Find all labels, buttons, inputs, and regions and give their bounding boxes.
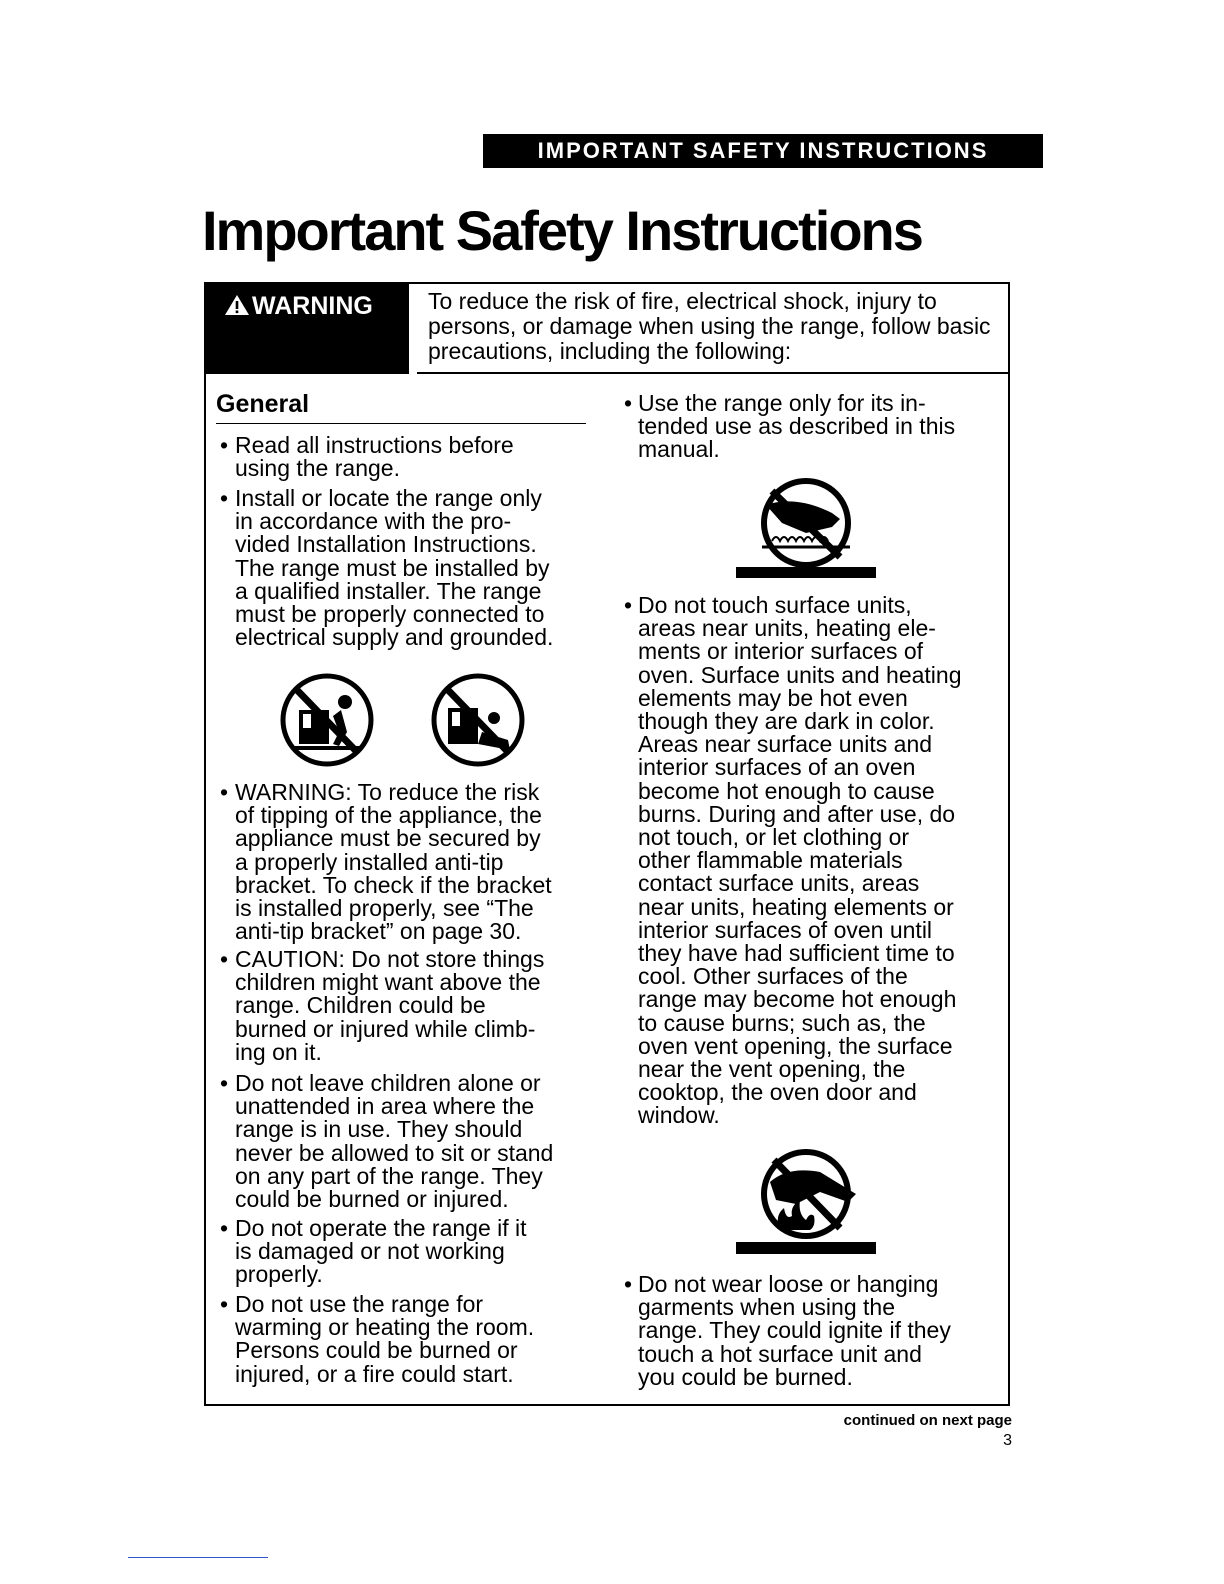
list-item bbox=[624, 594, 1004, 1128]
list-item-text: Read all instructions before using the range. bbox=[235, 432, 514, 482]
list-item bbox=[220, 434, 590, 480]
bullet-icon: • bbox=[220, 946, 229, 972]
bullet-icon: • bbox=[624, 592, 633, 618]
list-item-text: CAUTION: Do not store things children might want above the range. Children could be burned or injured while climb- ing on it. bbox=[235, 946, 545, 1065]
list-item-text: Do not wear loose or hanging garments when using the range. They could ignite if they touch a hot surface unit and you could be burned. bbox=[638, 1271, 951, 1390]
bullet-icon: • bbox=[220, 1291, 229, 1317]
list-item bbox=[220, 781, 590, 943]
list-item-text: Install or locate the range only in accordance with the pro- vided Installation Instructions. The range must be installed by a qualified installer. The range must be properly connected to electrical supply and grounded. bbox=[235, 485, 554, 651]
list-item bbox=[624, 1273, 1004, 1389]
no-climbing-icon bbox=[428, 670, 528, 770]
section-heading-general: General bbox=[216, 390, 310, 418]
bullet-icon: • bbox=[220, 1215, 229, 1241]
list-item-text: Do not leave children alone or unattended in area where the range is in use. They should never be allowed to sit or stand on any part of the range. They could be burned or injured. bbox=[235, 1070, 554, 1213]
bullet-icon: • bbox=[220, 1070, 229, 1096]
list-item bbox=[220, 1293, 590, 1386]
warning-label-text: WARNING bbox=[252, 292, 373, 320]
warning-triangle-icon bbox=[224, 294, 250, 316]
list-item bbox=[220, 487, 590, 649]
list-item bbox=[220, 1217, 590, 1287]
no-tipping-icon bbox=[277, 670, 377, 770]
list-item-text: WARNING: To reduce the risk of tipping of the appliance, the appliance must be secured by a properly installed anti-tip bracket. To check if the bracket is installed properly, see “The anti-tip bracket” on page 30. bbox=[235, 779, 552, 945]
bullet-icon: • bbox=[220, 485, 229, 511]
list-item-text: Use the range only for its in- tended use as described in this manual. bbox=[638, 390, 956, 463]
warning-text: To reduce the risk of fire, electrical shock, injury to persons, or damage when using the range, follow basic precautions, including the following: bbox=[428, 288, 991, 364]
section-header-bar: IMPORTANT SAFETY INSTRUCTIONS bbox=[483, 134, 1043, 168]
bullet-icon: • bbox=[624, 1271, 633, 1297]
bullet-icon: • bbox=[220, 779, 229, 805]
no-touch-hot-surface-icon bbox=[736, 475, 876, 580]
page-title: Important Safety Instructions bbox=[202, 199, 922, 262]
section-heading-rule bbox=[216, 423, 586, 424]
list-item bbox=[624, 392, 1004, 462]
no-loose-clothing-fire-icon bbox=[736, 1142, 876, 1257]
bullet-icon: • bbox=[624, 390, 633, 416]
warning-label bbox=[206, 284, 409, 374]
list-item-text: Do not operate the range if it is damaged or not working properly. bbox=[235, 1215, 527, 1288]
page-number: 3 bbox=[1003, 1432, 1012, 1449]
footer-rule bbox=[128, 1557, 268, 1558]
warning-divider bbox=[417, 372, 1010, 374]
continued-note: continued on next page bbox=[843, 1412, 1012, 1429]
list-item-text: Do not touch surface units, areas near units, heating ele- ments or interior surfaces of oven. Surface units and heating elements may be hot even though they are dark in color. Areas near surface units and interior surfaces of an oven become hot enough to cause burns. During and after use, do not touch, or let clothing or other flammable materials contact surface units, areas near units, heating elements or interior surfaces of oven until they have had sufficient time to cool. Other surfaces of the range may become hot enough to cause burns; such as, the oven vent opening, the surface near the vent opening, the cooktop, the oven door and window. bbox=[638, 592, 962, 1129]
list-item bbox=[220, 948, 590, 1064]
bullet-icon: • bbox=[220, 432, 229, 458]
list-item-text: Do not use the range for warming or heating the room. Persons could be burned or injured, or a fire could start. bbox=[235, 1291, 535, 1387]
list-item bbox=[220, 1072, 590, 1211]
